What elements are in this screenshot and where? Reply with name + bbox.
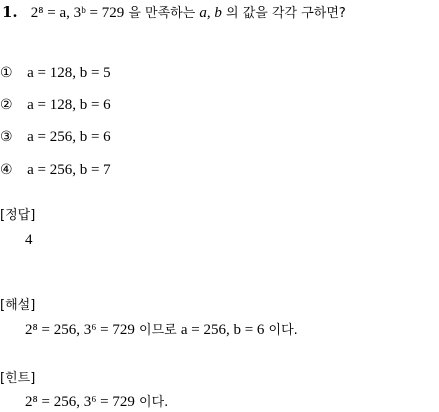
hint-label (0, 368, 35, 386)
choice-3[interactable] (0, 127, 111, 145)
choice-1[interactable] (0, 63, 111, 81)
explanation-label-text: [해설] (0, 298, 36, 313)
question-text-1: 을 만족하는 (124, 6, 200, 21)
answer-label-text: [정답] (0, 208, 36, 223)
choice-4[interactable] (0, 160, 111, 178)
answer-label (0, 205, 35, 223)
choice-4-marker: ④ (0, 162, 13, 178)
choice-2-marker: ② (0, 97, 13, 113)
question-text-2: 의 값을 각각 구하면? (221, 6, 346, 21)
choice-1-marker: ① (0, 65, 13, 81)
explanation-text-1: 이므로 (134, 323, 181, 338)
answer-value-text: 4 (25, 232, 33, 248)
hint-body (25, 392, 168, 410)
choice-3-text: a = 256, b = 6 (27, 129, 111, 145)
explanation-body (25, 320, 298, 338)
question-math-2: a, b (199, 5, 222, 21)
choice-2[interactable] (0, 95, 111, 113)
choice-3-marker: ③ (0, 129, 13, 145)
explanation-text-2: 이다. (264, 323, 298, 338)
question-line (2, 3, 346, 21)
choice-1-text: a = 128, b = 5 (27, 65, 111, 81)
explanation-math-2: a = 256, b = 6 (180, 322, 265, 338)
hint-label-text: [힌트] (0, 371, 36, 386)
answer-value (25, 230, 33, 248)
question-number: 1. (2, 3, 18, 21)
hint-math: 2⁸ = 256, 3⁶ = 729 (25, 394, 135, 410)
question-math-1: 2⁸ = a, 3ᵇ = 729 (30, 5, 125, 21)
explanation-math-1: 2⁸ = 256, 3⁶ = 729 (25, 322, 135, 338)
hint-text: 이다. (134, 395, 169, 410)
explanation-label (0, 295, 35, 313)
choice-2-text: a = 128, b = 6 (27, 97, 111, 113)
choice-4-text: a = 256, b = 7 (27, 162, 111, 178)
